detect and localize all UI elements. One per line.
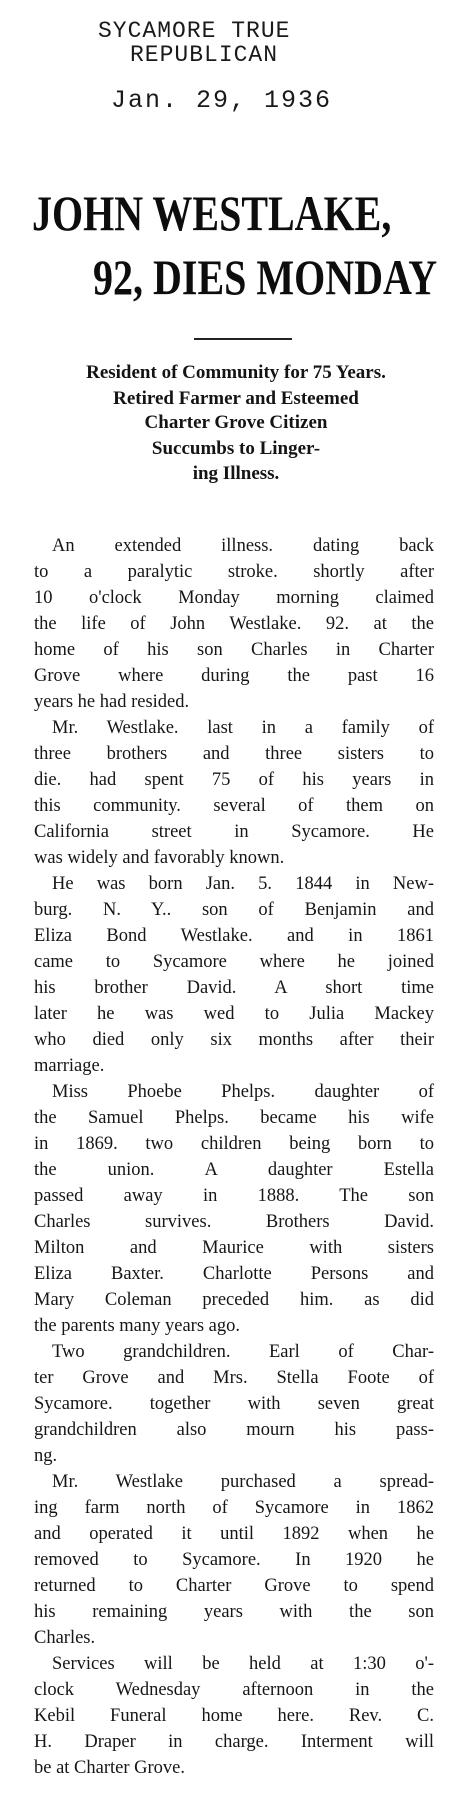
publication-date: Jan. 29, 1936 bbox=[111, 86, 333, 115]
article-body-line: clock Wednesday afternoon in the bbox=[34, 1680, 434, 1700]
article-body-line: Mr. Westlake. last in a family of bbox=[52, 718, 434, 738]
article-body-line: was widely and favorably known. bbox=[34, 848, 285, 868]
article-body-line: Two grandchildren. Earl of Char- bbox=[52, 1342, 434, 1362]
article-body-line: to a paralytic stroke. shortly after bbox=[34, 562, 434, 582]
article-body-line: his remaining years with the son bbox=[34, 1602, 434, 1622]
article-body-line: ter Grove and Mrs. Stella Foote of bbox=[34, 1368, 434, 1388]
article-body-line: Grove where during the past 16 bbox=[34, 666, 434, 686]
subheadline-line: Resident of Community for 75 Years. bbox=[86, 362, 386, 383]
newspaper-name-line-2: REPUBLICAN bbox=[130, 42, 279, 68]
subheadline-line: Succumbs to Linger- bbox=[151, 438, 321, 459]
article-body-line: Eliza Baxter. Charlotte Persons and bbox=[34, 1264, 434, 1284]
article-body-line: his brother David. A short time bbox=[34, 978, 434, 998]
subheadline-line: ing Illness. bbox=[192, 463, 280, 484]
subheadline-line: Retired Farmer and Esteemed bbox=[113, 388, 359, 409]
article-body-line: Kebil Funeral home here. Rev. C. bbox=[34, 1706, 434, 1726]
subheadline-line: Charter Grove Citizen bbox=[144, 412, 328, 433]
article-body-line: Services will be held at 1:30 o'- bbox=[52, 1654, 434, 1674]
article-body-line: California street in Sycamore. He bbox=[34, 822, 434, 842]
article-body-line: returned to Charter Grove to spend bbox=[34, 1576, 434, 1596]
article-body-line: An extended illness. dating back bbox=[52, 536, 434, 556]
article-body-line: and operated it until 1892 when he bbox=[34, 1524, 434, 1544]
article-body-line: die. had spent 75 of his years in bbox=[34, 770, 434, 790]
newspaper-name-line-1: SYCAMORE TRUE bbox=[98, 18, 291, 44]
article-body-line: marriage. bbox=[34, 1056, 105, 1076]
article-body-line: removed to Sycamore. In 1920 he bbox=[34, 1550, 434, 1570]
article-body-line: three brothers and three sisters to bbox=[34, 744, 434, 764]
headline-line-1: JOHN WESTLAKE, bbox=[32, 185, 392, 241]
article-body-line: be at Charter Grove. bbox=[34, 1758, 186, 1778]
article-body-line: ng. bbox=[34, 1446, 58, 1466]
article-body-line: years he had resided. bbox=[34, 692, 190, 712]
article-body-line: home of his son Charles in Charter bbox=[34, 640, 434, 660]
article-body-line: later he was wed to Julia Mackey bbox=[34, 1004, 434, 1024]
headline-line-2: 92, DIES MONDAY bbox=[93, 249, 438, 305]
article-body-line: the Samuel Phelps. became his wife bbox=[34, 1108, 434, 1128]
article-body-line: came to Sycamore where he joined bbox=[34, 952, 434, 972]
article-body-line: He was born Jan. 5. 1844 in New- bbox=[52, 874, 434, 894]
headline-divider-rule bbox=[194, 338, 292, 340]
article-body-line: the parents many years ago. bbox=[34, 1316, 240, 1336]
article-body-line: who died only six months after their bbox=[34, 1030, 434, 1050]
article-body-line: Eliza Bond Westlake. and in 1861 bbox=[34, 926, 434, 946]
article-body-line: Miss Phoebe Phelps. daughter of bbox=[52, 1082, 434, 1102]
article-body-line: the union. A daughter Estella bbox=[34, 1160, 434, 1180]
article-body-line: Charles survives. Brothers David. bbox=[34, 1212, 434, 1232]
article-body-line: the life of John Westlake. 92. at the bbox=[34, 614, 434, 634]
article-body-line: 10 o'clock Monday morning claimed bbox=[34, 588, 434, 608]
article-body-line: in 1869. two children being born to bbox=[34, 1134, 434, 1154]
article-body-line: burg. N. Y.. son of Benjamin and bbox=[34, 900, 434, 920]
article-body-line: H. Draper in charge. Interment will bbox=[34, 1732, 434, 1752]
article-body-line: Sycamore. together with seven great bbox=[34, 1394, 434, 1414]
article-body-line: Charles. bbox=[34, 1628, 96, 1648]
article-body-line: Milton and Maurice with sisters bbox=[34, 1238, 434, 1258]
article-body-line: grandchildren also mourn his pass- bbox=[34, 1420, 434, 1440]
article-body-line: this community. several of them on bbox=[34, 796, 434, 816]
article-body-line: ing farm north of Sycamore in 1862 bbox=[34, 1498, 434, 1518]
article-body-line: Mary Coleman preceded him. as did bbox=[34, 1290, 434, 1310]
article-body-line: passed away in 1888. The son bbox=[34, 1186, 434, 1206]
article-body-line: Mr. Westlake purchased a spread- bbox=[52, 1472, 434, 1492]
